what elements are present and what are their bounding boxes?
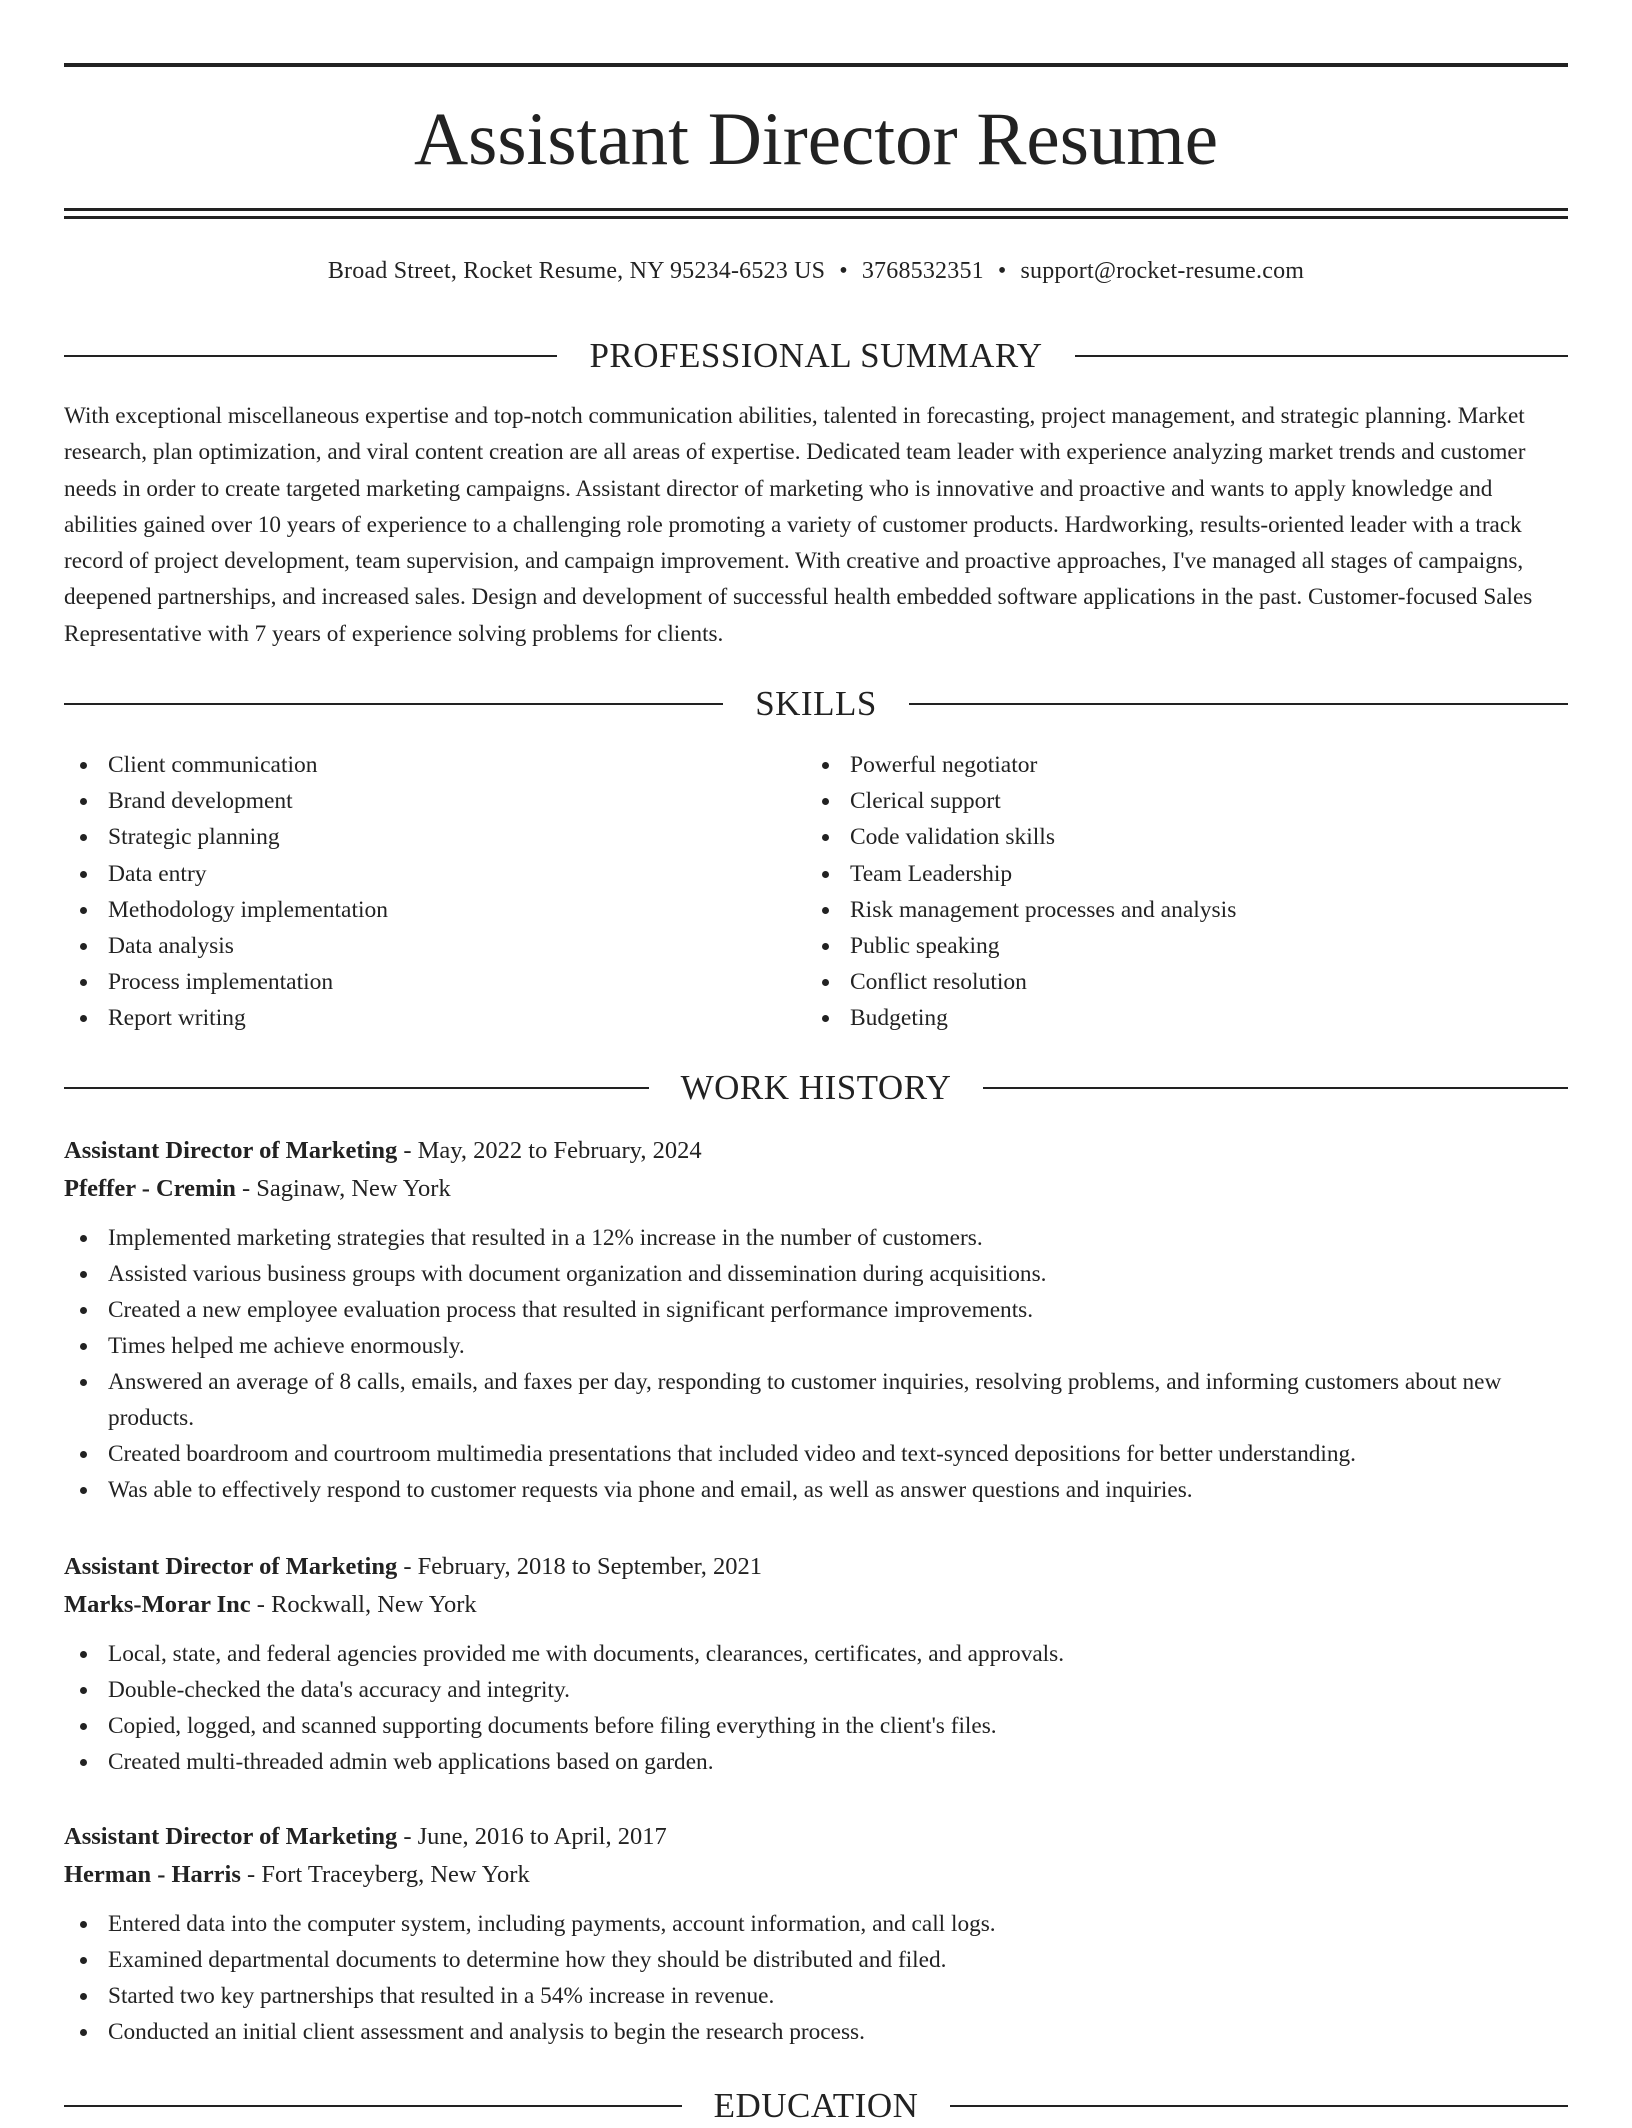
job-bullet: Created multi-threaded admin web applications based on garden. [64,1744,1568,1780]
skill-item: Risk management processes and analysis [806,892,1506,928]
job-company-line [64,1856,1568,1894]
section-heading-skills [64,682,1568,726]
skill-item: Methodology implementation [64,892,764,928]
skill-item: Brand development [64,783,764,819]
job-bullet: Answered an average of 8 calls, emails, and faxes per day, responding to customer inquiries, resolving problems, and informing customers about new products. [64,1364,1568,1436]
section-heading-education [64,2084,1568,2128]
job-company-line [64,1586,1568,1624]
job-bullet: Conducted an initial client assessment and analysis to begin the research process. [64,2014,1568,2050]
heading-rule [64,355,557,357]
job-entry [64,1132,1568,1508]
skill-item: Data analysis [64,928,764,964]
skill-item: Public speaking [806,928,1506,964]
section-title: PROFESSIONAL SUMMARY [589,336,1043,375]
skill-item: Conflict resolution [806,964,1506,1000]
heading-rule [983,1087,1568,1089]
section-heading-summary [64,334,1568,378]
skill-item: Report writing [64,1000,764,1036]
contact-separator: • [839,258,848,284]
heading-rule [64,1087,649,1089]
job-dates: - May, 2022 to February, 2024 [397,1137,702,1164]
skill-item: Powerful negotiator [806,747,1506,783]
contact-line [64,254,1568,288]
job-bullet: Times helped me achieve enormously. [64,1328,1568,1364]
heading-rule [909,703,1568,705]
job-company: Pfeffer - Cremin [64,1175,236,1202]
job-title-line [64,1132,1568,1170]
skill-item: Client communication [64,747,764,783]
section-heading-work [64,1066,1568,1110]
skills-list-right [806,747,1506,1037]
skill-item: Budgeting [806,1000,1506,1036]
job-bullets [64,1220,1568,1508]
job-bullet: Assisted various business groups with document organization and dissemination during acquisitions. [64,1256,1568,1292]
job-bullet: Created a new employee evaluation process that resulted in significant performance improvements. [64,1292,1568,1328]
job-bullet: Was able to effectively respond to customer requests via phone and email, as well as answer questions and inquiries. [64,1472,1568,1508]
heading-rule [64,2105,682,2107]
skill-item: Strategic planning [64,819,764,855]
contact-address: Broad Street, Rocket Resume, NY 95234-6523 US [327,258,826,284]
job-title-line [64,1548,1568,1586]
skills-list-left [64,747,764,1037]
job-bullets [64,1636,1568,1780]
contact-separator: • [997,258,1007,284]
job-dates: - February, 2018 to September, 2021 [397,1553,763,1580]
skill-item: Process implementation [64,964,764,1000]
job-bullet: Entered data into the computer system, including payments, account information, and call logs. [64,1906,1568,1942]
skill-item: Data entry [64,856,764,892]
resume-title: Assistant Director Resume [413,98,1219,181]
job-location: - Fort Traceyberg, New York [240,1861,530,1888]
summary-paragraph: With exceptional miscellaneous expertise and top-notch communication abilities, talented in forecasting, project management, and strategic planning. Market research, plan optimization, and viral content creation are all areas of expertise. Dedicated team leader with experience analyzing market trends and customer needs in order to create targeted marketing campaigns. Assistant director of marketing who is innovative and proactive and wants to apply knowledge and abilities gained over 10 years of experience to a challenging role promoting a variety of customer products. Hardworking, results-oriented leader with a track record of project development, team supervision, and campaign improvement. With creative and proactive approaches, I've managed all stages of campaigns, deepened partnerships, and increased sales. Design and development of successful health embedded software applications in the past. Customer-focused Sales Representative with 7 years of experience solving problems for clients. [64,403,1533,647]
contact-phone: 3768532351 [861,258,984,284]
job-bullet: Local, state, and federal agencies provided me with documents, clearances, certificates, and approvals. [64,1636,1568,1672]
job-title: Assistant Director of Marketing [64,1553,398,1580]
job-bullet: Copied, logged, and scanned supporting documents before filing everything in the client's files. [64,1708,1568,1744]
skill-item: Code validation skills [806,819,1506,855]
heading-rule [64,703,723,705]
job-bullet: Double-checked the data's accuracy and integrity. [64,1672,1568,1708]
title-double-rule-upper [64,208,1568,211]
job-entry [64,1548,1568,1780]
section-title: SKILLS [755,684,877,723]
job-location: - Saginaw, New York [235,1175,451,1202]
heading-rule [1075,355,1568,357]
title-double-rule-lower [64,216,1568,219]
job-company: Herman - Harris [64,1861,241,1888]
job-title: Assistant Director of Marketing [64,1137,398,1164]
job-bullet: Created boardroom and courtroom multimedia presentations that included video and text-synced depositions for better understanding. [64,1436,1568,1472]
top-rule [64,63,1568,67]
job-bullets [64,1906,1568,2050]
job-title-line [64,1818,1568,1856]
section-title: WORK HISTORY [680,1068,952,1107]
job-company-line [64,1170,1568,1208]
skill-item: Team Leadership [806,856,1506,892]
heading-rule [950,2105,1568,2107]
contact-email: support@rocket-resume.com [1020,258,1305,284]
job-location: - Rockwall, New York [250,1591,477,1618]
job-company: Marks-Morar Inc [64,1591,251,1618]
job-entry [64,1818,1568,2050]
skill-item: Clerical support [806,783,1506,819]
job-bullet: Started two key partnerships that resulted in a 54% increase in revenue. [64,1978,1568,2014]
job-title: Assistant Director of Marketing [64,1823,398,1850]
job-bullet: Examined departmental documents to determine how they should be distributed and filed. [64,1942,1568,1978]
section-title: EDUCATION [713,2086,919,2125]
job-dates: - June, 2016 to April, 2017 [397,1823,667,1850]
job-bullet: Implemented marketing strategies that resulted in a 12% increase in the number of customers. [64,1220,1568,1256]
